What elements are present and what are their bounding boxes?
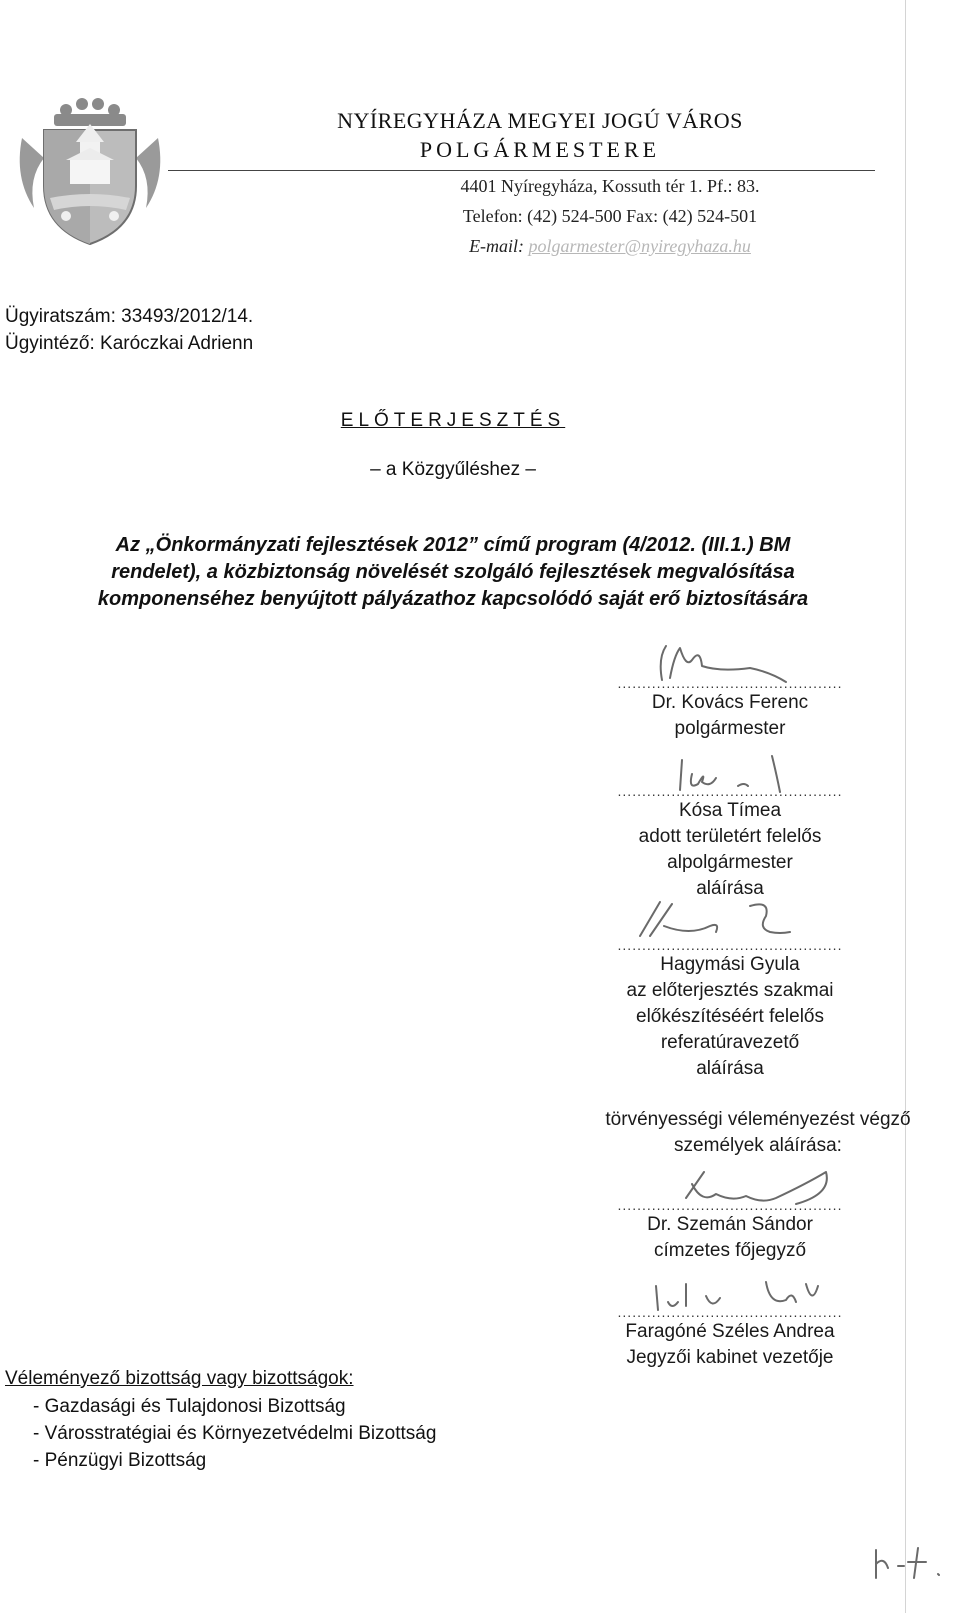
referent-detail: az előterjesztés szakmai: [626, 980, 834, 1001]
signature-dots: ..............................................: [617, 1198, 843, 1212]
case-number: Ügyiratszám: 33493/2012/14.: [5, 306, 254, 327]
postal-address: 4401 Nyíregyháza, Kossuth tér 1. Pf.: 83.: [460, 176, 760, 196]
signature-dots: ..............................................: [617, 938, 843, 952]
phone-fax: Telefon: (42) 524-500 Fax: (42) 524-501: [462, 206, 758, 226]
signature-dots: ..............................................: [617, 676, 843, 690]
cabinet-name: Faragóné Széles Andrea: [625, 1321, 835, 1342]
committee-item: - Városstratégiai és Környezetvédelmi Bizottság: [33, 1423, 437, 1444]
referent-sign-label: aláírása: [696, 1058, 764, 1079]
city-coat-of-arms-logo: [14, 98, 166, 248]
referent-role: referatúravezető: [660, 1032, 800, 1053]
referent-name: Hagymási Gyula: [660, 954, 800, 975]
deputy-detail: adott területért felelős: [638, 826, 822, 847]
case-officer: Ügyintéző: Karóczkai Adrienn: [5, 333, 254, 354]
legal-note-line: személyek aláírása:: [674, 1135, 842, 1156]
committee-item: - Pénzügyi Bizottság: [33, 1450, 207, 1471]
referent-signature-block: [592, 938, 868, 1082]
notary-name: Dr. Szemán Sándor: [647, 1214, 813, 1235]
mayor-name: Dr. Kovács Ferenc: [651, 692, 809, 713]
legal-review-note: [548, 1107, 960, 1159]
subject-line: rendelet), a közbiztonság növelését szolgáló fejlesztések megvalósítása: [111, 561, 795, 583]
organization-subtitle: POLGÁRMESTERE: [419, 137, 661, 162]
email-row: [290, 236, 930, 257]
signature-dots: ..............................................: [617, 784, 843, 798]
header-divider: [168, 170, 875, 171]
notary-signature-block: [592, 1198, 868, 1264]
subject-line: komponenséhez benyújtott pályázathoz kapcsolódó saját erő biztosítására: [97, 588, 809, 610]
signature-dots: ..............................................: [617, 1305, 843, 1319]
mayor-signature-block: [592, 676, 868, 742]
document-subject: [40, 532, 866, 613]
cabinet-role: Jegyzői kabinet vezetője: [626, 1347, 834, 1368]
deputy-signature-block: [592, 784, 868, 902]
legal-note-line: törvényességi véleményezést végző: [605, 1109, 911, 1130]
deputy-name: Kósa Tímea: [678, 800, 782, 821]
notary-role: címzetes főjegyző: [653, 1240, 807, 1261]
referent-detail: előkészítéséért felelős: [636, 1006, 824, 1027]
document-title: ELŐTERJESZTÉS: [340, 410, 566, 431]
organization-name: NYÍREGYHÁZA MEGYEI JOGÚ VÁROS: [337, 108, 743, 133]
document-recipient: – a Közgyűléshez –: [370, 459, 536, 480]
deputy-sign-label: aláírása: [696, 878, 764, 899]
committees-heading: Véleményező bizottság vagy bizottságok:: [5, 1368, 354, 1389]
mayor-role: polgármester: [674, 718, 786, 739]
committee-item: - Gazdasági és Tulajdonosi Bizottság: [33, 1396, 346, 1417]
handwritten-initials: [868, 1544, 948, 1584]
cabinet-signature-block: [592, 1305, 868, 1371]
email-label: E-mail:: [469, 236, 525, 256]
subject-line: Az „Önkormányzati fejlesztések 2012” című program (4/2012. (III.1.) BM: [115, 534, 791, 556]
email-link[interactable]: polgarmester@nyiregyhaza.hu: [528, 236, 751, 256]
deputy-role: alpolgármester: [667, 852, 793, 873]
